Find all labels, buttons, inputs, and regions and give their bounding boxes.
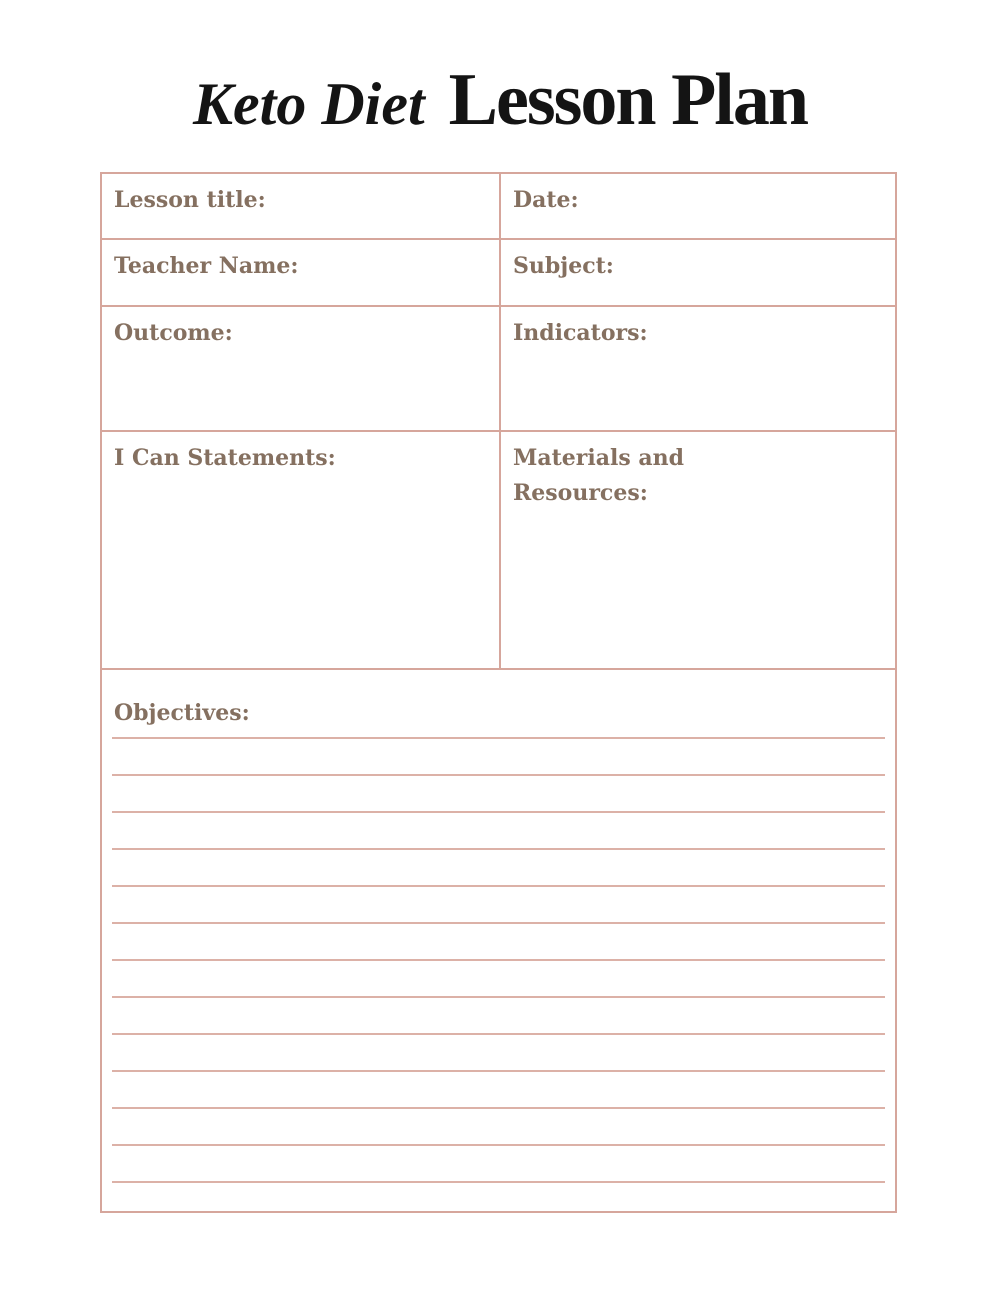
date-cell[interactable] xyxy=(501,174,895,238)
ruled-line xyxy=(112,1181,885,1183)
ruled-line xyxy=(112,1107,885,1109)
page-title-script: Keto Diet xyxy=(193,71,425,137)
ruled-line xyxy=(112,959,885,961)
teacher-name-cell[interactable] xyxy=(102,240,501,305)
table-row xyxy=(102,430,895,668)
outcome-cell[interactable] xyxy=(102,307,501,430)
teacher-name-label: Teacher Name: xyxy=(114,253,299,279)
materials-resources-label: Materials and Resources: xyxy=(513,445,685,507)
ruled-line xyxy=(112,774,885,776)
ruled-line xyxy=(112,737,885,739)
date-label: Date: xyxy=(513,187,579,213)
table-row xyxy=(102,305,895,430)
ruled-line xyxy=(112,996,885,998)
ruled-line xyxy=(112,922,885,924)
outcome-label: Outcome: xyxy=(114,320,233,346)
ruled-line xyxy=(112,811,885,813)
lesson-title-label: Lesson title: xyxy=(114,187,266,213)
ruled-line xyxy=(112,1070,885,1072)
objectives-label: Objectives: xyxy=(114,700,250,726)
lesson-plan-table xyxy=(100,172,897,1213)
materials-resources-cell[interactable] xyxy=(501,432,895,668)
page-title-main: Lesson Plan xyxy=(448,59,807,141)
page-title xyxy=(0,58,1000,143)
ruled-line xyxy=(112,1033,885,1035)
ruled-line xyxy=(112,1144,885,1146)
subject-cell[interactable] xyxy=(501,240,895,305)
indicators-label: Indicators: xyxy=(513,320,648,346)
subject-label: Subject: xyxy=(513,253,614,279)
lesson-title-cell[interactable] xyxy=(102,174,501,238)
table-row xyxy=(102,238,895,305)
i-can-statements-label: I Can Statements: xyxy=(114,445,336,471)
table-row xyxy=(102,174,895,238)
ruled-line xyxy=(112,848,885,850)
indicators-cell[interactable] xyxy=(501,307,895,430)
ruled-line xyxy=(112,885,885,887)
i-can-statements-cell[interactable] xyxy=(102,432,501,668)
objectives-section xyxy=(102,668,895,1211)
ruled-lines-area[interactable] xyxy=(112,737,885,1183)
